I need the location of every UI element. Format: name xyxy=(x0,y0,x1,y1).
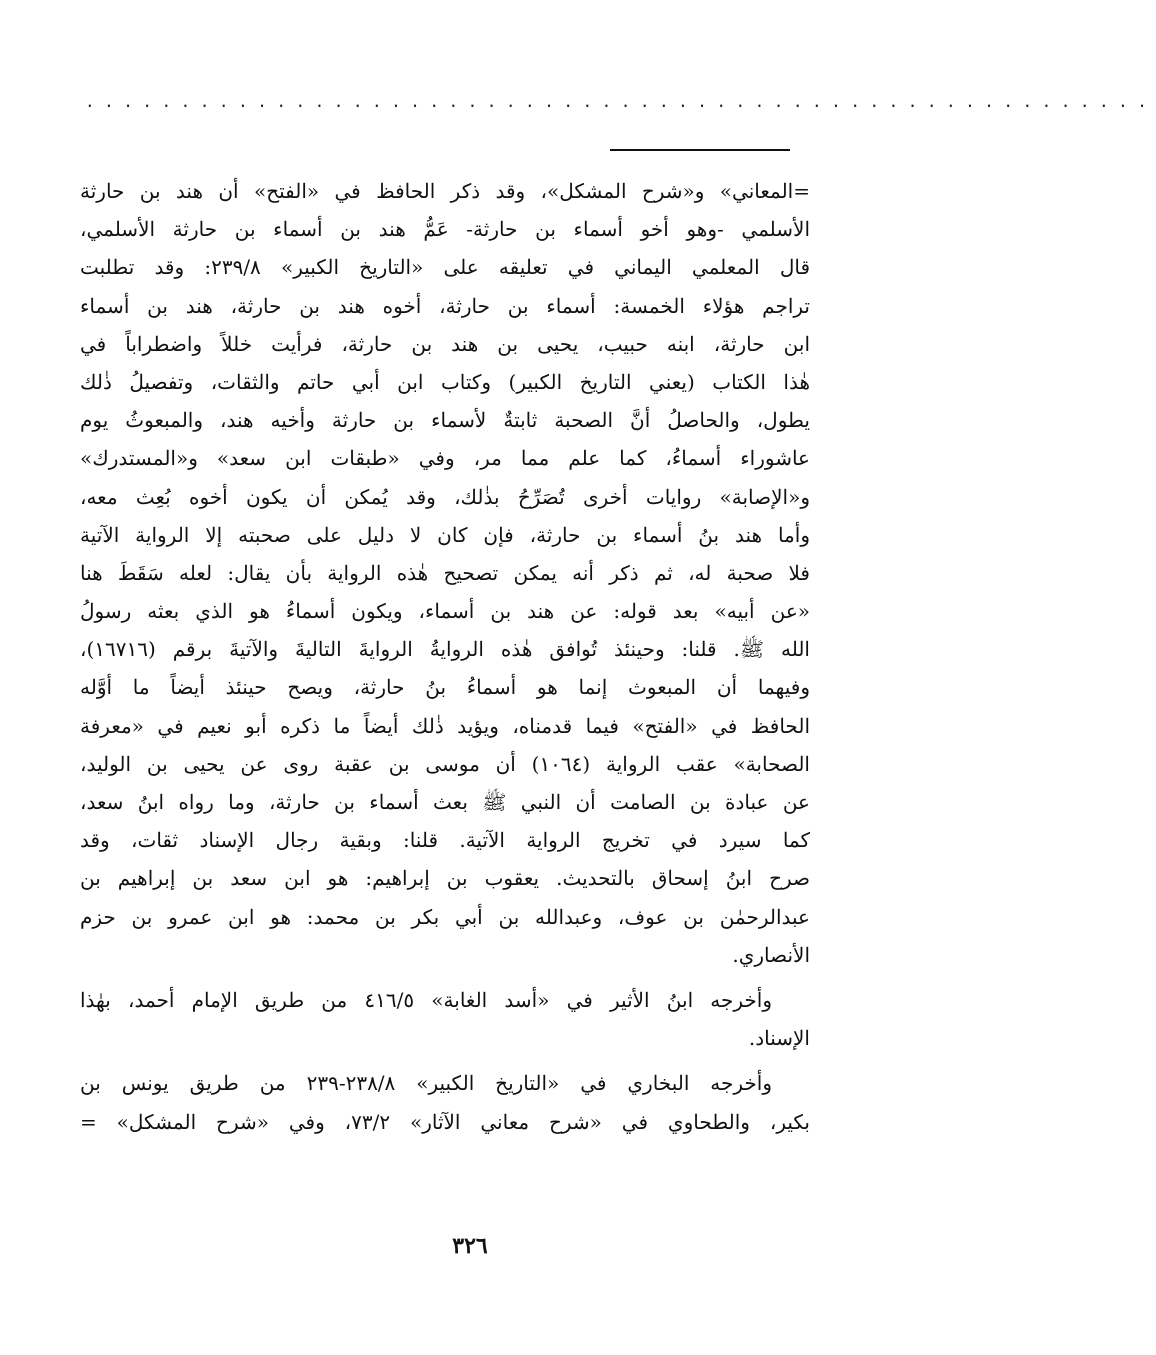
dotted-separator: ........................................................ xyxy=(85,92,1156,111)
text-line: صرح ابنُ إسحاق بالتحديث. يعقوب بن إبراهيم: هو ابن سعد بن إبراهيم بن xyxy=(80,866,810,891)
text-line: الحافظ في «الفتح» فيما قدمناه، ويؤيد ذٰلك أيضاً ما ذكره أبو نعيم في «معرفة xyxy=(80,713,810,738)
text-line: الصحابة» عقب الرواية (١٠٦٤) أن موسى بن عقبة روى عن يحيى بن الوليد، xyxy=(80,751,810,776)
paragraph-gap xyxy=(80,974,810,981)
text-line: ابن حارثة، ابنه حبيب، يحيى بن هند بن حارثة، فرأيت خللاً واضطراباً في xyxy=(80,331,810,356)
text-line: يطول، والحاصلُ أنَّ الصحبة ثابتةٌ لأسماء بن حارثة وأخيه هند، والمبعوثُ يوم xyxy=(80,408,810,433)
text-line: عن عبادة بن الصامت أن النبي ﷺ بعث أسماء بن حارثة، وما رواه ابنُ سعد، xyxy=(80,790,810,814)
text-line: هٰذا الكتاب (يعني التاريخ الكبير) وكتاب ابن أبي حاتم والثقات، وتفصيلُ ذٰلك xyxy=(80,369,810,394)
text-line: و«الإصابة» روايات أخرى تُصَرِّحُ بذٰلك، وقد يُمكن أن يكون أخوه بُعِث معه، xyxy=(80,484,810,509)
text-line: الإسناد. xyxy=(748,1026,810,1051)
text-line: الله ﷺ. قلنا: وحينئذ تُوافق هٰذه الروايةُ الروايةَ التاليةَ والآتيةَ برقم (١٦٧١٦)، xyxy=(80,637,810,662)
footnote-rule xyxy=(610,149,790,151)
paragraph-gap xyxy=(80,1057,810,1064)
footnote-body xyxy=(80,172,810,1141)
page-number: ٣٢٦ xyxy=(452,1233,488,1259)
text-line: الأسلمي -وهو أخو أسماء بن حارثة- عَمُّ هند بن أسماء بن حارثة الأسلمي، xyxy=(80,217,810,242)
text-line: «عن أبيه» بعد قوله: عن هند بن أسماء، ويكون أسماءُ هو الذي بعثه رسولُ xyxy=(80,599,810,624)
text-line: وأما هند بنُ أسماء بن حارثة، فإن كان لا دليل على صحبته إلا الرواية الآتية xyxy=(80,522,810,547)
text-line: بكير، والطحاوي في «شرح معاني الآثار» ٧٣/٢، وفي «شرح المشكل» = xyxy=(80,1109,810,1134)
text-line: عبدالرحمٰن بن عوف، وعبدالله بن أبي بكر بن محمد: هو ابن عمرو بن حزم xyxy=(80,904,810,929)
text-line: وأخرجه البخاري في «التاريخ الكبير» ٢٣٨/٨-٢٣٩ من طريق يونس بن xyxy=(80,1071,773,1096)
text-line: عاشوراء أسماءُ، كما علم مما مر، وفي «طبقات ابن سعد» و«المستدرك» xyxy=(80,446,810,471)
text-line: كما سيرد في تخريج الرواية الآتية. قلنا: وبقية رجال الإسناد ثقات، وقد xyxy=(80,828,810,853)
text-line: =المعاني» و«شرح المشكل»، وقد ذكر الحافظ في «الفتح» أن هند بن حارثة xyxy=(80,179,810,203)
text-line: الأنصاري. xyxy=(732,942,810,967)
text-line: فلا صحبة له، ثم ذكر أنه يمكن تصحيح هٰذه الرواية بأن يقال: لعله سَقَطَ هنا xyxy=(80,560,810,585)
text-line: تراجم هؤلاء الخمسة: أسماء بن حارثة، أخوه هند بن حارثة، هند بن أسماء xyxy=(80,293,810,318)
text-line: وأخرجه ابنُ الأثير في «أسد الغابة» ٤١٦/٥ من طريق الإمام أحمد، بهٰذا xyxy=(80,987,772,1012)
text-line: وفيهما أن المبعوث إنما هو أسماءُ بنُ حارثة، ويصح حينئذ أيضاً ما أوَّله xyxy=(80,675,810,700)
text-line: قال المعلمي اليماني في تعليقه على «التاريخ الكبير» ٢٣٩/٨: وقد تطلبت xyxy=(80,255,811,280)
